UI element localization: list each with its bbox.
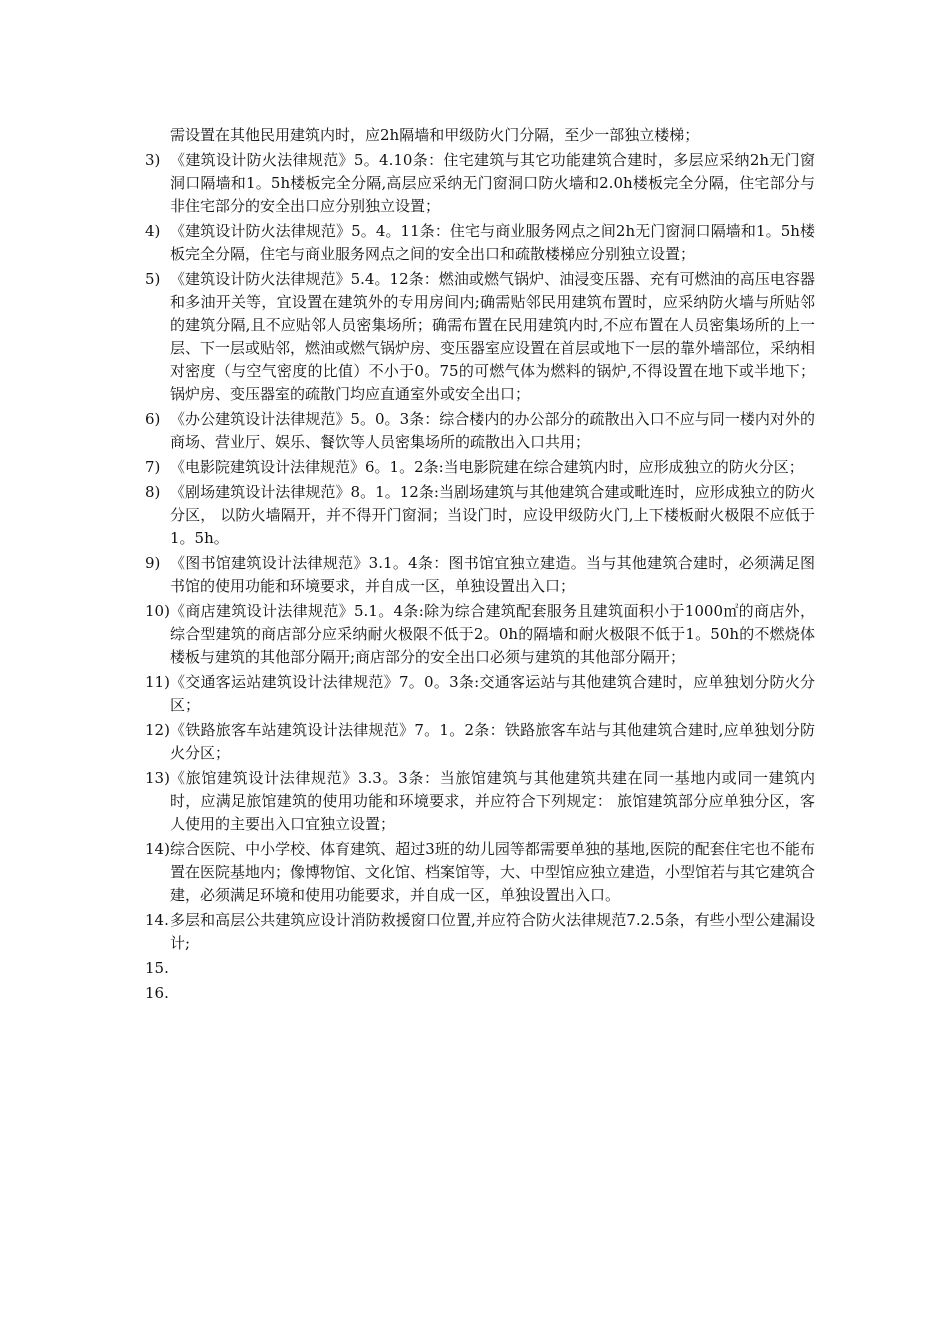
item-number: 10) bbox=[145, 602, 170, 620]
item-text bbox=[170, 982, 815, 1005]
continuation-line: 需设置在其他民用建筑内时，应2h隔墙和甲级防火门分隔，至少一部独立楼梯； bbox=[170, 126, 700, 144]
item-number: 14) bbox=[145, 840, 170, 858]
item-number: 12) bbox=[145, 721, 170, 739]
item-text: 《建筑设计防火法律规范》5。4.10条：住宅建筑与其它功能建筑合建时，多层应采纳2h无门窗洞口隔墙和1。5h楼板完全分隔,高层应采纳无门窗洞口防火墙和2.0h楼板完全分隔，住宅部分与非住宅部分的安全出口应分别独立设置； bbox=[170, 151, 815, 215]
list-item bbox=[145, 408, 815, 454]
list-item bbox=[145, 149, 815, 218]
list-item bbox=[145, 838, 815, 907]
item-text: 《商店建筑设计法律规范》5.1。4条:除为综合建筑配套服务且建筑面积小于1000㎡的商店外，综合型建筑的商店部分应采纳耐火极限不低于2。0h的隔墙和耐火极限不低于1。50h的不燃烧体楼板与建筑的其他部分隔开;商店部分的安全出口必须与建筑的其他部分隔开； bbox=[170, 602, 815, 666]
list-item bbox=[145, 957, 815, 980]
item-number: 3) bbox=[145, 151, 161, 169]
item-text: 《电影院建筑设计法律规范》6。1。2条:当电影院建在综合建筑内时，应形成独立的防火分区； bbox=[170, 458, 804, 476]
item-text: 《旅馆建筑设计法律规范》3.3。3条：当旅馆建筑与其他建筑共建在同一基地内或同一建筑内时，应满足旅馆建筑的使用功能和环境要求，并应符合下列规定： 旅馆建筑部分应单独分区，客人使用的主要出入口宜独立设置； bbox=[170, 769, 815, 833]
item-number: 14. bbox=[145, 911, 169, 929]
item-number: 6) bbox=[145, 410, 161, 428]
item-number: 11) bbox=[145, 673, 170, 691]
item-number: 15. bbox=[145, 959, 169, 977]
item-number: 7) bbox=[145, 458, 161, 476]
list-item bbox=[145, 600, 815, 669]
list-item bbox=[145, 719, 815, 765]
item-number: 13) bbox=[145, 769, 170, 787]
item-number: 4) bbox=[145, 222, 161, 240]
item-text: 综合医院、中小学校、体育建筑、超过3班的幼儿园等都需要单独的基地,医院的配套住宅也不能布置在医院基地内；像博物馆、文化馆、档案馆等，大、中型馆应独立建造，小型馆若与其它建筑合建，必须满足环境和使用功能要求，并自成一区，单独设置出入口。 bbox=[170, 840, 816, 904]
list-item bbox=[145, 982, 815, 1005]
list-item bbox=[145, 767, 815, 836]
item-text bbox=[170, 957, 815, 980]
item-number: 8) bbox=[145, 483, 161, 501]
item-number: 9) bbox=[145, 554, 161, 572]
item-text: 《建筑设计防火法律规范》5。4。11条：住宅与商业服务网点之间2h无门窗洞口隔墙和1。5h楼板完全分隔，住宅与商业服务网点之间的安全出口和疏散楼梯应分别独立设置； bbox=[170, 222, 815, 263]
item-text: 《剧场建筑设计法律规范》8。1。12条:当剧场建筑与其他建筑合建或毗连时，应形成独立的防火分区， 以防火墙隔开，并不得开门窗洞；当设门时，应设甲级防火门,上下楼板耐火极限不应低于1。5h。 bbox=[170, 483, 815, 547]
item-text: 《办公建筑设计法律规范》5。0。3条：综合楼内的办公部分的疏散出入口不应与同一楼内对外的商场、营业厅、娱乐、餐饮等人员密集场所的疏散出入口共用； bbox=[170, 410, 815, 451]
regulation-list bbox=[145, 149, 815, 1009]
item-text: 多层和高层公共建筑应设计消防救援窗口位置,并应符合防火法律规范7.2.5条，有些小型公建漏设计; bbox=[170, 911, 815, 952]
item-text: 《交通客运站建筑设计法律规范》7。0。3条:交通客运站与其他建筑合建时，应单独划分防火分区； bbox=[170, 673, 815, 714]
list-item bbox=[145, 220, 815, 266]
item-text: 《铁路旅客车站建筑设计法律规范》7。1。2条：铁路旅客车站与其他建筑合建时,应单独划分防火分区； bbox=[170, 721, 815, 762]
list-item bbox=[145, 456, 815, 479]
list-item bbox=[145, 481, 815, 550]
item-number: 5) bbox=[145, 270, 161, 288]
item-number: 16. bbox=[145, 984, 169, 1002]
list-item bbox=[145, 268, 815, 406]
list-item bbox=[145, 671, 815, 717]
list-item bbox=[145, 552, 815, 598]
item-text: 《建筑设计防火法律规范》5.4。12条：燃油或燃气锅炉、油浸变压器、充有可燃油的高压电容器和多油开关等，宜设置在建筑外的专用房间内;确需贴邻民用建筑布置时，应采纳防火墙与所贴邻的建筑分隔,且不应贴邻人员密集场所；确需布置在民用建筑内时,不应布置在人员密集场所的上一层、下一层或贴邻，燃油或燃气锅炉房、变压器室应设置在首层或地下一层的靠外墙部位，采纳相对密度（与空气密度的比值）不小于0。75的可燃气体为燃料的锅炉,不得设置在地下或半地下；锅炉房、变压器室的疏散门均应直通室外或安全出口； bbox=[170, 270, 816, 403]
item-text: 《图书馆建筑设计法律规范》3.1。4条：图书馆宜独立建造。当与其他建筑合建时，必须满足图书馆的使用功能和环境要求，并自成一区，单独设置出入口； bbox=[170, 554, 815, 595]
list-item bbox=[145, 909, 815, 955]
